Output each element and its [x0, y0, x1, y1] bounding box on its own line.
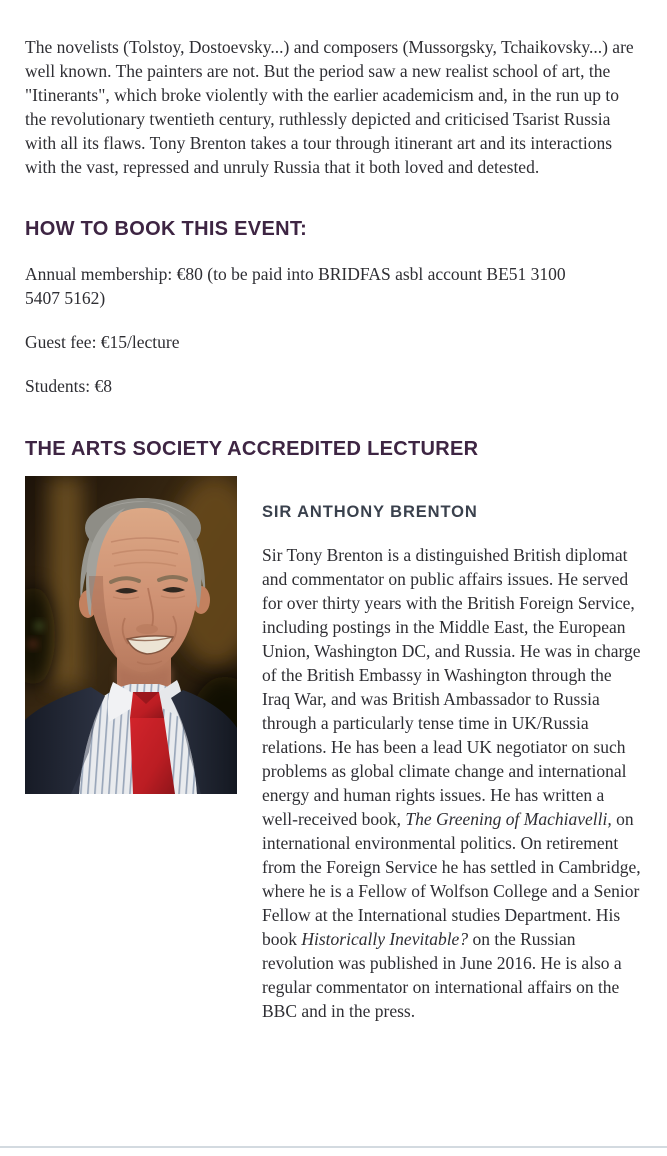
- lecturer-name: SIR ANTHONY BRENTON: [262, 503, 478, 521]
- intro-paragraph: The novelists (Tolstoy, Dostoevsky...) and composers (Mussorgsky, Tchaikovsky...) are well known. The painters are not. But the period saw a new realist school of art, the "Itinerants", which broke violently with the earlier academicism and, in the run up to the revolutionary twentieth century, ruthlessly depicted and criticised Tsarist Russia with all its flaws. Tony Brenton takes a tour through itinerant art and its interactions with the vast, repressed and unruly Russia that it both loved and detested.: [25, 37, 634, 177]
- booking-item-students: Students: €8: [25, 376, 113, 396]
- booking-item-guest-fee: Guest fee: €15/lecture: [25, 332, 180, 352]
- lecturer-details: [262, 476, 642, 1023]
- lecturer-photo: [25, 476, 237, 794]
- bio-text-3: on the Russian revolution was published in June 2016. He is also a regular commentator on international affairs on the BBC and in the press.: [262, 929, 622, 1021]
- lecturer-section-heading: THE ARTS SOCIETY ACCREDITED LECTURER: [25, 438, 479, 460]
- booking-heading: HOW TO BOOK THIS EVENT:: [25, 218, 308, 240]
- lecturer-media-row: [25, 476, 642, 1023]
- portrait-illustration: [25, 476, 237, 794]
- lecturer-bio: [262, 543, 642, 1023]
- book-title-greening-of-machiavelli: The Greening of Machiavelli,: [405, 809, 612, 829]
- bio-text-2: on international environmental politics. On retirement from the Foreign Service he has settled in Cambridge, where he is a Fellow of Wolfson College and a Senior Fellow at the International studies Department. His book: [262, 809, 641, 949]
- bio-text-1: Sir Tony Brenton is a distinguished British diplomat and commentator on public affairs issues. He served for over thirty years with the British Foreign Service, including postings in the Middle East, the European Union, Washington DC, and Russia. He was in charge of the British Embassy in Washington through the Iraq War, and was British Ambassador to Russia through a particularly tense time in UK/Russia relations. He has been a lead UK negotiator on such problems as global climate change and international energy and human rights issues. He has written a well-received book,: [262, 545, 641, 829]
- book-title-historically-inevitable: Historically Inevitable?: [301, 929, 469, 949]
- booking-item-membership: Annual membership: €80 (to be paid into BRIDFAS asbl account BE51 3100 5407 5162): [25, 264, 566, 308]
- booking-section: [25, 216, 642, 398]
- lecturer-section: [25, 436, 642, 1023]
- bottom-divider: [0, 1146, 667, 1148]
